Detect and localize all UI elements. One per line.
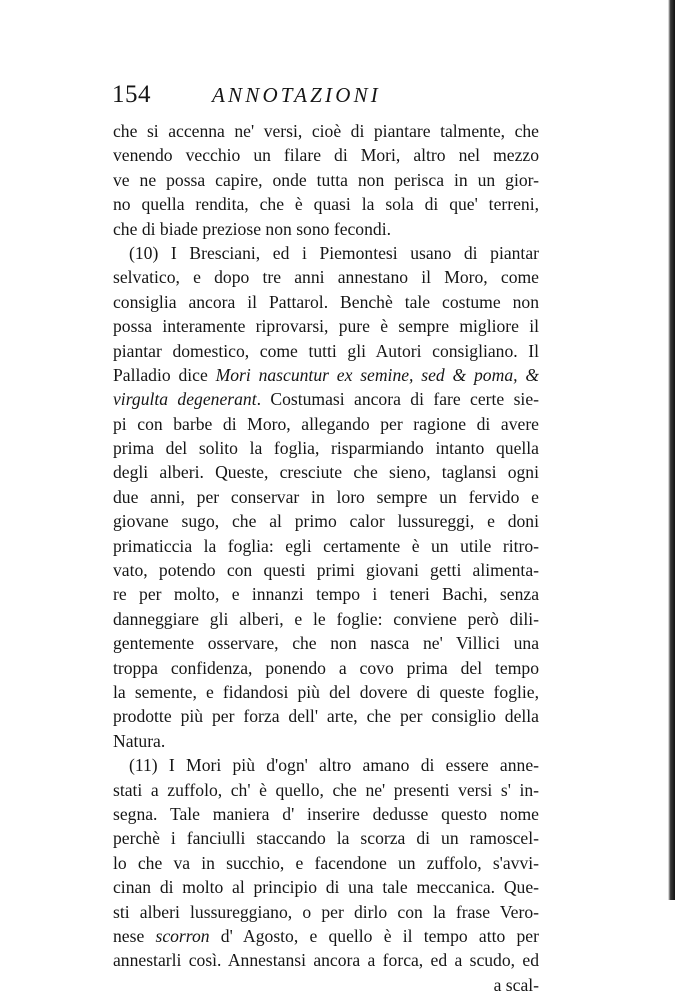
text-line: vato, potendo con questi primi giovani getti alimenta- xyxy=(113,560,539,581)
text-line: sti alberi lussureggiano, o per dirlo con la frase Vero- xyxy=(113,901,539,922)
text-line: cinan di molto al principio di una tale meccanica. Que- xyxy=(113,877,539,898)
text-segment: nese xyxy=(113,925,156,946)
text-line: (11) I Mori più d'ogn' altro amano di essere anne- xyxy=(129,755,539,776)
text-line: troppa confidenza, ponendo a covo prima del tempo xyxy=(113,657,539,678)
text-line: no quella rendita, che è quasi la sola di que' terreni, xyxy=(113,194,539,215)
text-line xyxy=(113,363,539,387)
text-line: selvatico, e dopo tre anni annestano il Moro, come xyxy=(113,267,539,288)
page-edge-shadow xyxy=(668,0,675,900)
text-line: segna. Tale maniera d' inserire dedusse questo nome xyxy=(113,803,539,824)
text-line: piantar domestico, come tutti gli Autori consigliano. Il xyxy=(113,340,539,361)
text-line: pi con barbe di Moro, allegando per ragione di avere xyxy=(113,413,539,434)
running-title: ANNOTAZIONI xyxy=(212,83,381,107)
text-line: prima del solito la foglia, risparmiando intanto quella xyxy=(113,438,539,459)
text-line: prodotte più per forza dell' arte, che per consiglio della xyxy=(113,706,539,727)
text-line: annestarli così. Annestansi ancora a forca, ed a scudo, ed xyxy=(113,950,539,971)
text-line: giovane sugo, che al primo calor lussureggi, e doni xyxy=(113,511,539,532)
text-line: danneggiare gli alberi, e le foglie: conviene però dili- xyxy=(113,608,539,629)
text-line: consiglia ancora il Pattarol. Benchè tale costume non xyxy=(113,291,539,312)
page-number: 154 xyxy=(112,81,151,108)
text-line: due anni, per conservar in loro sempre un fervido e xyxy=(113,486,539,507)
text-line: (10) I Bresciani, ed i Piemontesi usano di piantar xyxy=(129,242,539,263)
text-line: re per molto, e innanzi tempo i teneri Bachi, senza xyxy=(113,584,539,605)
text-line: la semente, e fidandosi più del dovere di queste foglie, xyxy=(113,681,539,702)
text-line xyxy=(113,924,539,948)
text-segment: Palladio dice xyxy=(113,364,216,385)
text-line: che si accenna ne' versi, cioè di piantare talmente, che xyxy=(113,121,539,141)
dialect-word: scorron xyxy=(155,925,210,946)
text-segment: . Costumasi ancora di fare certe sie- xyxy=(256,389,539,410)
latin-quote: Mori nascuntur ex semine, sed & poma, & xyxy=(215,364,540,385)
text-segment: d' Agosto, e quello è il tempo atto per xyxy=(209,925,539,946)
text-line: possa interamente riprovarsi, pure è sempre migliore il xyxy=(113,316,539,337)
text-line: primaticcia la foglia: egli certamente è un utile ritro- xyxy=(113,535,539,556)
annotation-text xyxy=(113,119,539,997)
text-line: che di biade preziose non sono fecondi. xyxy=(113,218,391,239)
text-line: ve ne possa capire, onde tutta non perisca in un gior- xyxy=(113,169,539,190)
text-line: lo che va in succhio, e facendone un zuffolo, s'avvi- xyxy=(113,852,539,873)
latin-quote: virgulta degenerant xyxy=(113,389,257,410)
text-line xyxy=(113,387,539,411)
text-line: gentemente osservare, che non nasca ne' Villici una xyxy=(113,633,539,654)
text-line: degli alberi. Queste, cresciute che sieno, taglansi ogni xyxy=(113,462,539,483)
text-line: stati a zuffolo, ch' è quello, che ne' presenti versi s' in- xyxy=(113,779,539,800)
text-line: venendo vecchio un filare di Mori, altro nel mezzo xyxy=(113,145,539,166)
text-line: perchè i fanciulli staccando la scorza di un ramoscel- xyxy=(113,828,539,849)
text-line: Natura. xyxy=(113,730,166,751)
catchword: a scal- xyxy=(493,974,539,995)
